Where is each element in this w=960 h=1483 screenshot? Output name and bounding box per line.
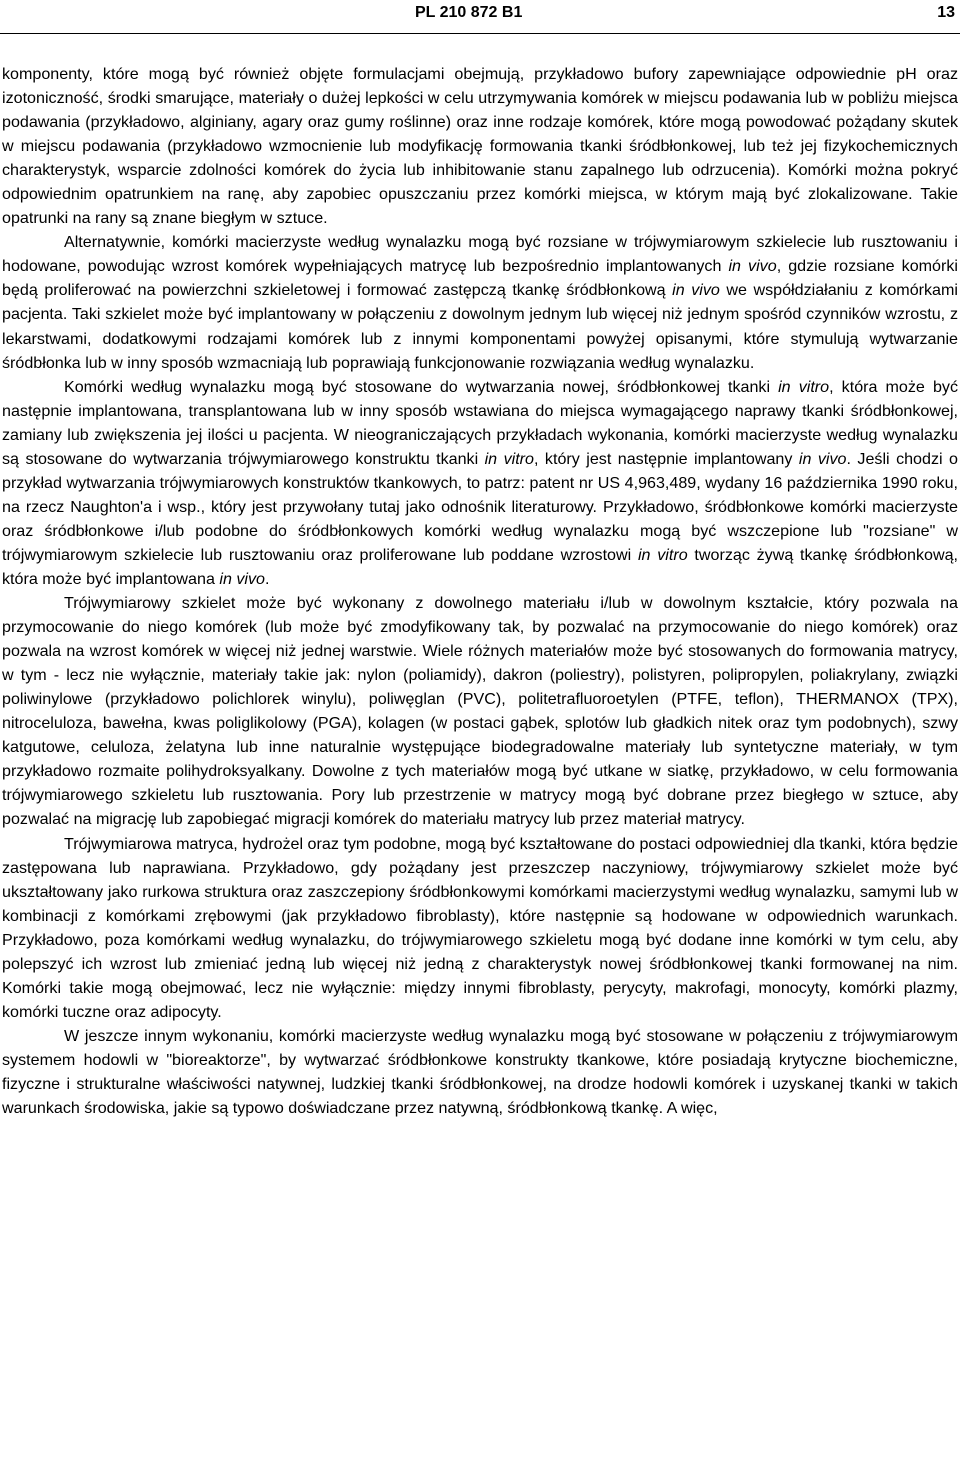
italic-term: in vivo: [672, 281, 720, 300]
text-run: we współdziałaniu z komórkami pacjenta. Taki szkielet może być implantowany w połączeniu z dowolnym jednym lub więcej niż jednym spośród czynników wzrostu, z lekarstwami, dodatkowymi rodzajami komórek lub z innymi komponentami powyżej opisanymi, które stymulują wytwarzanie śródbłonka lub w inny sposób wzmacniają lub poprawiają funkcjonowanie rozwiązania według wynalazku.: [2, 281, 958, 372]
text-run: tworząc żywą tkankę śródbłonkową, która może być implantowana: [2, 545, 958, 588]
italic-term: in vivo: [219, 569, 265, 588]
text-run: . Jeśli chodzi o przykład wytwarzania trójwymiarowych konstruktów tkankowych, to patrz: patent nr US 4,963,489, wydany 16 października 1990 roku, na rzecz Naughton'a i wsp., który jest przywołany tutaj jako odnośnik literaturowy. Przykładowo, śródbłonkowe komórki macierzyste oraz śródbłonkowe i/lub podobne do śródbłonkowych komórki według wynalazku mogą być wszczepione lub "rozsiane" w trójwymiarowym szkielecie lub rusztowaniu oraz proliferowane lub poddane wzrostowi: [2, 449, 958, 564]
text-run: Trójwymiarowy szkielet może być wykonany z dowolnego materiału i/lub w dowolnym kształcie, który pozwala na przymocowanie do niego komórek (lub może być zmodyfikowany tak, by pozwalać na przymocowanie do niego komórek) oraz pozwala na wzrost komórek w więcej niż jednej warstwie. Wiele różnych materiałów może być stosowanych do formowania matrycy, w tym - lecz nie wyłącznie, materiały takie jak: nylon (poliamidy), dakron (poliestry), polistyren, polipropylen, poliakrylany, związki poliwinylowe (przykładowo polichlorek winylu), poliwęglan (PVC), politetrafluoroetylen (PTFE, teflon), THERMANOX (TPX), nitroceluloza, bawełna, kwas poliglikolowy (PGA), kolagen (w postaci gąbek, splotów lub gładkich nitek oraz tym podobnych), szwy katgutowe, celuloza, żelatyna lub inne naturalnie występujące biodegradowalne materiały lub syntetyczne materiały, w tym przykładowo rozmaite polihydroksyalkany. Dowolne z tych materiałów mogą być utkane w siatkę, przykładowo, w celu formowania trójwymiarowego szkieletu lub rusztowania. Pory lub przestrzenie w matrycy mogą być dobrane przez biegłego w sztuce, aby pozwalać na migrację lub zapobiegać migracji komórek do materiału matrycy lub przez materiał matrycy.: [2, 594, 958, 829]
text-run: Komórki według wynalazku mogą być stosowane do wytwarzania nowej, śródbłonkowej tkanki: [64, 377, 779, 396]
page-number: 13: [937, 4, 955, 21]
patent-number: PL 210 872 B1: [415, 4, 523, 21]
header-rule: [0, 33, 960, 34]
italic-term: in vitro: [778, 377, 830, 396]
paragraph-p2: [2, 230, 958, 374]
text-run: .: [265, 569, 270, 588]
paragraph-p6: [2, 1024, 958, 1120]
italic-term: in vitro: [484, 449, 534, 468]
text-run: W jeszcze innym wykonaniu, komórki macierzyste według wynalazku mogą być stosowane w połączeniu z trójwymiarowym systemem hodowli w "bioreaktorze", by wytwarzać śródbłonkowe konstrukty tkankowe, które posiadają krytyczne biochemiczne, fizyczne i strukturalne właściwości natywnej, ludzkiej tkanki śródbłonkowej, na drodze hodowli komórek i uzyskanej tkanki w takich warunkach środowiska, jakie są typowo doświadczane przez natywną, śródbłonkową tkankę. A więc,: [2, 1026, 958, 1118]
text-run: Alternatywnie, komórki macierzyste według wynalazku mogą być rozsiane w trójwymiarowym szkielecie lub rusztowaniu i hodowane, powodując wzrost komórek wypełniających matrycę lub bezpośrednio implantowanych: [2, 233, 958, 276]
page-header: [0, 0, 960, 34]
text-run: Trójwymiarowa matryca, hydrożel oraz tym podobne, mogą być kształtowane do postaci odpowiedniej dla tkanki, która będzie zastępowana lub naprawiana. Przykładowo, gdy pożądany jest przeszczep naczyniowy, trójwymiarowy szkielet może być ukształtowany jako rurkowa struktura oraz zaszczepiony śródbłonkowymi komórkami macierzystymi według wynalazku, samymi lub w kombinacji z komórkami zrębowymi (jak przykładowo fibroblasty), które następnie są hodowane w odpowiednich warunkach. Przykładowo, poza komórkami według wynalazku, do trójwymiarowego szkieletu mogą być dodane inne komórki w tym celu, aby polepszyć ich wzrost lub zmieniać jedną lub więcej niż jedną z charakterystyk nowej śródbłonkowej tkanki formowanej na nim. Komórki takie mogą obejmować, lecz nie wyłącznie: między innymi fibroblasty, perycyty, makrofagi, monocyty, komórki plazmy, komórki tuczne oraz adipocyty.: [2, 834, 958, 1021]
text-run: , który jest następnie implantowany: [534, 449, 799, 468]
paragraph-p5: [2, 832, 958, 1024]
paragraph-p4: [2, 591, 958, 831]
text-run: komponenty, które mogą być również objęte formulacjami obejmują, przykładowo bufory zapewniające odpowiednie pH oraz izotoniczność, środki smarujące, materiały o dużej lepkości w celu utrzymywania komórek w miejscu podawania lub w pobliżu miejsca podawania (przykładowo, alginiany, agary oraz gumy roślinne) oraz inne rodzaje komórek, które mogą powodować pożądany skutek w miejscu podawania (przykładowo wzmocnienie lub modyfikację formowania tkanki śródbłonkowej, lub też jej fizykochemicznych charakterystyk, wsparcie zdolności komórek do życia lub inhibitowanie stanu zapalnego lub odrzucenia). Komórki można pokryć odpowiednim opatrunkiem na ranę, aby zapobiec opuszczaniu przez komórki miejsca, w którym mają być zlokalizowane. Takie opatrunki na rany są znane biegłym w sztuce.: [2, 65, 958, 228]
italic-term: in vitro: [637, 545, 688, 564]
paragraph-p3: [2, 375, 958, 591]
text-run: , gdzie rozsiane komórki będą proliferować na powierzchni szkieletowej i formować zastępczą tkankę śródbłonkową: [2, 257, 958, 300]
text-run: , która może być następnie implantowana, transplantowana lub w inny sposób wstawiana do miejsca wymagającego naprawy tkanki śródbłonkowej, zamiany lub zwiększenia jej ilości u pacjenta. W nieograniczających przykładach wykonania, komórki macierzyste według wynalazku są stosowane do wytwarzania trójwymiarowego konstruktu tkanki: [2, 377, 958, 468]
italic-term: in vivo: [728, 257, 777, 276]
body-text: [2, 62, 958, 1120]
paragraph-p1: [2, 62, 958, 230]
italic-term: in vivo: [798, 449, 847, 468]
